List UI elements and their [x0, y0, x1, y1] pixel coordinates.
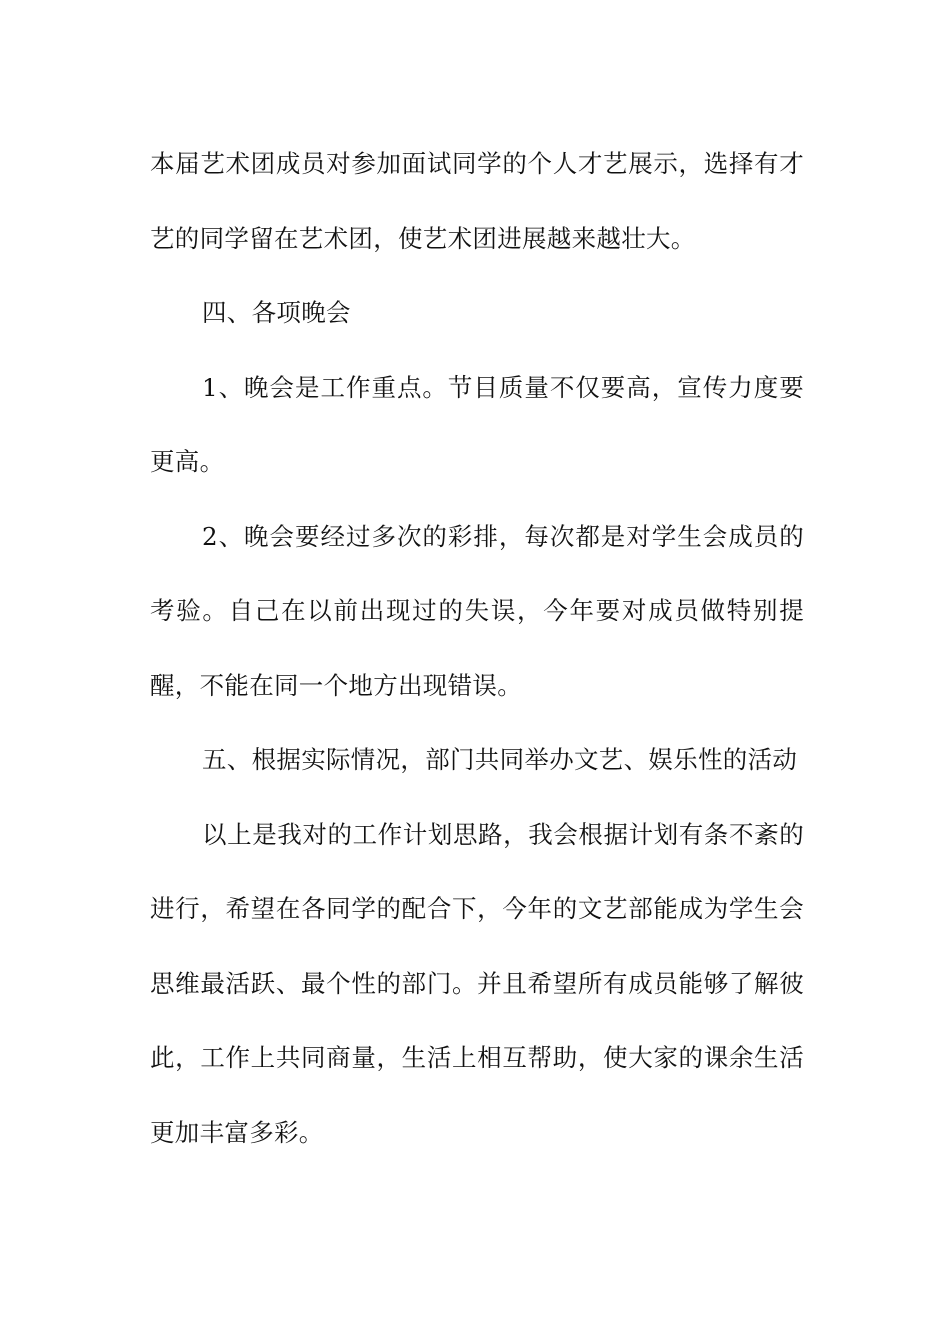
section-heading-evening-events: 四、各项晚会	[202, 298, 351, 327]
section-heading-joint-activities: 五、根据实际情况，部门共同举办文艺、娱乐性的活动	[202, 745, 798, 774]
paragraph-conclusion: 以上是我对的工作计划思路，我会根据计划有条不紊的进行，希望在各同学的配合下，今年的文艺部能成为学生会思维最活跃、最个性的部门。并且希望所有成员能够了解彼此，工作上共同商量，生活上相互帮助，使大家的课余生活更加丰富多彩。	[150, 819, 804, 1147]
document-body	[150, 127, 804, 1170]
paragraph-item-1: 1、晚会是工作重点。节目质量不仅要高，宣传力度要更高。	[150, 372, 804, 476]
paragraph-item-2: 2、晚会要经过多次的彩排，每次都是对学生会成员的考验。自己在以前出现过的失误，今年要对成员做特别提醒，不能在同一个地方出现错误。	[150, 521, 804, 700]
paragraph-continuation: 本届艺术团成员对参加面试同学的个人才艺展示，选择有才艺的同学留在艺术团，使艺术团进展越来越壮大。	[150, 149, 804, 253]
